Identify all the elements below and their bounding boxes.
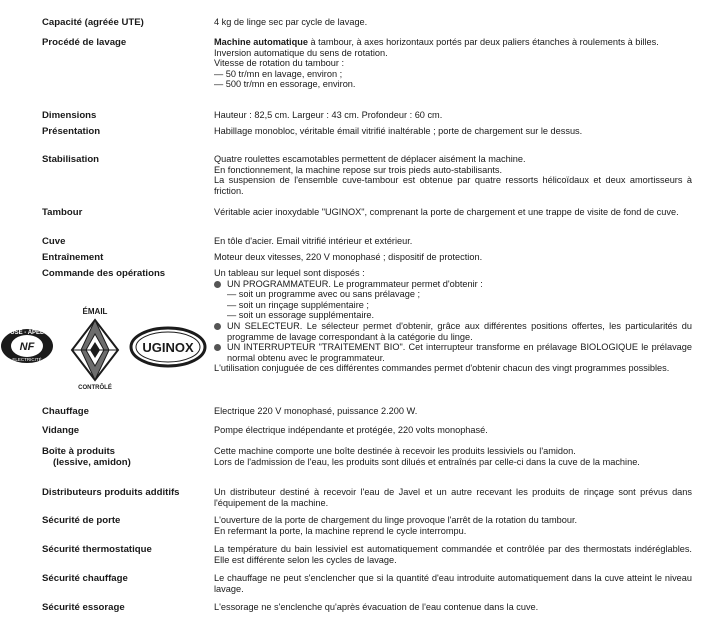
spec-line: La température du bain lessiviel est automatiquement commandée et contrôlée par des thermostats indéréglables. Elle est différente selon les cycles de lavage. <box>214 544 692 565</box>
spec-label: Dimensions <box>42 110 97 121</box>
spec-value <box>214 406 692 417</box>
spec-label: Commande des opérations <box>42 268 166 279</box>
nf-seal-icon <box>1 329 53 363</box>
spec-line: En fonctionnement, la machine repose sur trois pieds auto-stabilisants. <box>214 164 503 175</box>
spec-value <box>214 268 692 374</box>
spec-line: La suspension de l'ensemble cuve-tambour est obtenue par quatre ressorts hélicoïdaux et deux amortisseurs à friction. <box>214 175 692 196</box>
spec-line: Un distributeur destiné à recevoir l'eau de Javel et un autre recevant les produits de rinçage sont prévus dans l'équipement de la machine. <box>214 487 692 508</box>
spec-value <box>214 154 692 196</box>
spec-value <box>214 515 692 536</box>
spec-line: Cette machine comporte une boîte destinée à recevoir les produits lessiviels ou l'amidon. <box>214 446 576 456</box>
spec-label: Distributeurs produits additifs <box>42 487 180 498</box>
spec-value <box>214 110 692 121</box>
spec-text: à tambour, à axes horizontaux portés par deux paliers étanches à roulements à billes. <box>307 37 659 47</box>
spec-label: Chauffage <box>42 406 89 417</box>
spec-line: — 500 tr/mn en essorage, environ. <box>214 79 356 90</box>
spec-line: Moteur deux vitesses, 220 V monophasé ; dispositif de protection. <box>214 252 483 262</box>
spec-label: Sécurité de porte <box>42 515 121 526</box>
spec-line: L'essorage ne s'enclenche qu'après évacuation de l'eau contenue dans la cuve. <box>214 602 539 612</box>
spec-line: — soit un rinçage supplémentaire ; <box>227 299 369 310</box>
spec-label <box>42 446 212 468</box>
spec-line: Lors de l'admission de l'eau, les produits sont dilués et entraînés par celle-ci dans la cuve de la machine. <box>214 456 640 467</box>
certification-logos-graphic <box>0 300 214 392</box>
spec-line: UN PROGRAMMATEUR. Le programmateur permet d'obtenir : <box>227 278 483 289</box>
spec-label: Sécurité chauffage <box>42 573 128 584</box>
spec-line: En tôle d'acier. Email vitrifié intérieur et extérieur. <box>214 236 413 246</box>
spec-label: Procédé de lavage <box>42 37 127 48</box>
spec-line: L'ouverture de la porte de chargement du linge provoque l'arrêt de la rotation du tambour. <box>214 515 578 525</box>
spec-line: UN INTERRUPTEUR "TRAITEMENT BIO". Cet interrupteur transforme en prélavage BIOLOGIQUE le prélavage normal obtenu avec le programmateur. <box>227 342 692 363</box>
spec-value <box>214 544 692 565</box>
spec-value <box>214 236 692 247</box>
spec-value <box>214 37 692 90</box>
email-top-text: ÉMAIL <box>82 307 108 316</box>
spec-line: — soit un essorage supplémentaire. <box>227 310 375 321</box>
spec-value <box>214 207 692 218</box>
spec-label: Entraînement <box>42 252 104 263</box>
spec-line: — soit un programme avec ou sans prélavage ; <box>227 289 421 300</box>
spec-line: Hauteur : 82,5 cm. Largeur : 43 cm. Profondeur : 60 cm. <box>214 110 443 120</box>
spec-line: Quatre roulettes escamotables permettent de déplacer aisément la machine. <box>214 154 526 164</box>
bullet-icon <box>214 323 221 330</box>
spec-value <box>214 573 692 594</box>
spec-line: 4 kg de linge sec par cycle de lavage. <box>214 17 368 27</box>
certification-logos <box>0 300 214 392</box>
programmateur-item <box>214 279 692 290</box>
spec-label-line: Boîte à produits <box>42 446 116 457</box>
uginox-text: UGINOX <box>142 340 194 355</box>
spec-label: Tambour <box>42 207 83 218</box>
uginox-logo <box>131 328 205 366</box>
email-bot-text: CONTRÔLÉ <box>78 385 112 391</box>
spec-line: En refermant la porte, la machine reprend le cycle interrompu. <box>214 525 467 536</box>
nf-top-text: USE - APEL <box>10 330 44 336</box>
spec-line: Pompe électrique indépendante et protégée, 220 volts monophasé. <box>214 425 488 435</box>
nf-bot-text: ELECTRICITÉ <box>12 357 42 362</box>
spec-label: Cuve <box>42 236 66 247</box>
spec-value <box>214 425 692 436</box>
selecteur-item <box>214 321 692 342</box>
spec-value <box>214 602 692 613</box>
spec-line: Vitesse de rotation du tambour : <box>214 58 345 69</box>
spec-line <box>214 37 692 48</box>
spec-line: Véritable acier inoxydable "UGINOX", comprenant la porte de chargement et une trappe de visite de fond de cuve. <box>214 207 679 217</box>
spec-line: Inversion automatique du sens de rotation. <box>214 47 388 58</box>
spec-label: Capacité (agréée UTE) <box>42 17 144 28</box>
spec-label-line: (lessive, amidon) <box>53 457 131 468</box>
email-controle-icon <box>72 307 118 391</box>
spec-label: Vidange <box>42 425 80 436</box>
bullet-icon <box>214 344 221 351</box>
spec-line: Habillage monobloc, véritable émail vitrifié inaltérable ; porte de chargement sur le dessus. <box>214 126 583 136</box>
interrupteur-item <box>214 342 692 363</box>
spec-line: Un tableau sur lequel sont disposés : <box>214 268 365 278</box>
spec-label: Stabilisation <box>42 154 100 165</box>
spec-label: Sécurité essorage <box>42 602 125 613</box>
spec-line: — 50 tr/mn en lavage, environ ; <box>214 68 343 79</box>
spec-bold: Machine automatique <box>214 37 308 47</box>
spec-value <box>214 126 692 137</box>
nf-mid-text: NF <box>19 341 35 353</box>
spec-line: L'utilisation conjuguée de ces différentes commandes permet d'obtenir chacun des vingt programmes possibles. <box>214 363 670 374</box>
spec-line: UN SELECTEUR. Le sélecteur permet d'obtenir, grâce aux différentes positions offertes, les particularités du programme de lavage correspondant à la catégorie du linge. <box>227 320 692 342</box>
spec-value <box>214 252 692 263</box>
programmateur-options <box>214 289 692 321</box>
spec-line: Electrique 220 V monophasé, puissance 2.200 W. <box>214 406 418 416</box>
spec-value <box>214 446 692 467</box>
spec-label: Présentation <box>42 126 101 137</box>
spec-value <box>214 487 692 508</box>
spec-line: Le chauffage ne peut s'enclencher que si la quantité d'eau introduite automatiquement dans la cuve atteint le niveau lavage. <box>214 573 692 594</box>
bullet-icon <box>214 281 221 288</box>
spec-label: Sécurité thermostatique <box>42 544 152 555</box>
spec-value <box>214 17 692 28</box>
